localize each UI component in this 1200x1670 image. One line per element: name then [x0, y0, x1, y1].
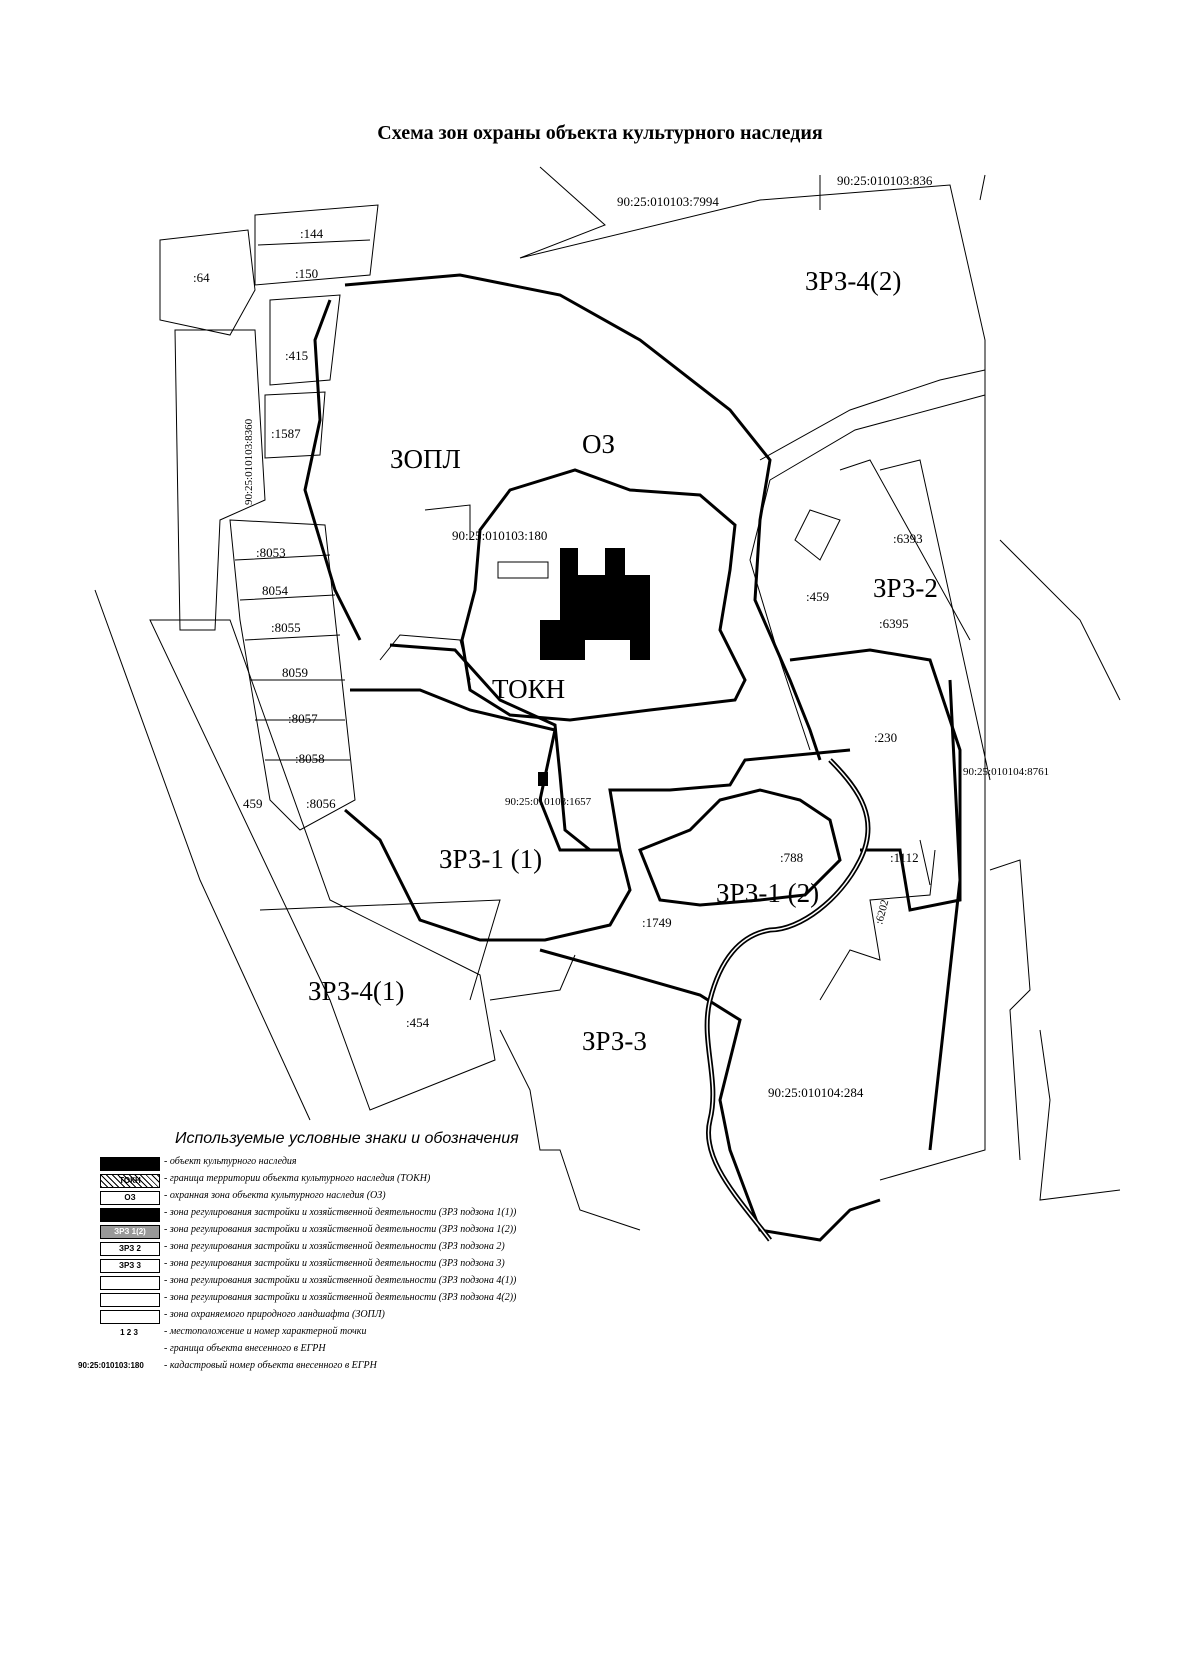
zone-boundary-zrz1-outer	[345, 690, 630, 940]
zone-label-zrz-3: ЗРЗ-3	[582, 1026, 647, 1056]
legend-item	[80, 1257, 780, 1273]
parcel-label: :230	[874, 730, 898, 745]
parcel-label: :459	[806, 589, 830, 604]
parcel-boundary	[265, 392, 325, 458]
parcel-label: 90:25:010103:8360	[243, 418, 255, 505]
parcel-label: :8056	[306, 796, 336, 811]
legend-item	[80, 1172, 780, 1188]
parcel-label: :8058	[295, 751, 325, 766]
legend-item-label: - граница объекта внесенного в ЕГРН	[164, 1343, 326, 1354]
parcel-label: :454	[406, 1015, 430, 1030]
legend-item-label: - зона регулирования застройки и хозяйственной деятельности (ЗРЗ подзона 1(2))	[164, 1224, 517, 1235]
legend-symbol	[100, 1208, 160, 1222]
legend-symbol	[100, 1157, 160, 1171]
zone-label-tokn: ТОКН	[492, 674, 566, 704]
parcel-label: :64	[193, 270, 210, 285]
parcel-label: 8059	[282, 665, 308, 680]
parcel-boundary	[1040, 1030, 1120, 1200]
parcel-label: :150	[295, 266, 319, 281]
annex-building	[498, 562, 548, 578]
legend-item-label: - местоположение и номер характерной точки	[164, 1326, 367, 1337]
parcel-boundary	[990, 860, 1030, 1160]
parcel-label: 90:25:010104:284	[768, 1085, 864, 1100]
legend-symbol	[100, 1310, 160, 1324]
legend-symbol: 1 2 3	[100, 1327, 158, 1339]
zone-label-zrz-1-1: ЗРЗ-1 (1)	[439, 844, 543, 874]
parcel-boundary	[795, 510, 840, 560]
parcel-label: :8055	[271, 620, 301, 635]
map-title: Схема зон охраны объекта культурного наследия	[377, 122, 823, 144]
parcel-label: :8053	[256, 545, 286, 560]
parcel-label: :6393	[893, 531, 923, 546]
legend-symbol	[100, 1293, 160, 1307]
zone-label-zrz-2: ЗРЗ-2	[873, 573, 938, 603]
zone-label-oz: ОЗ	[582, 429, 616, 459]
legend-item-label: - граница территории объекта культурного наследия (ТОКН)	[164, 1173, 431, 1184]
legend-item-label: - кадастровый номер объекта внесенного в ЕГРН	[164, 1360, 377, 1371]
parcel-boundary	[840, 460, 970, 640]
parcel-label: :6395	[879, 616, 909, 631]
legend-item-label: - зона регулирования застройки и хозяйственной деятельности (ЗРЗ подзона 2)	[164, 1241, 505, 1252]
zone-label-zopl: ЗОПЛ	[390, 444, 461, 474]
legend-item	[80, 1291, 780, 1307]
parcel-label: :415	[285, 348, 309, 363]
zone-boundary-zrz2	[790, 650, 960, 910]
zone-boundary-east	[930, 680, 960, 1150]
parcel-boundary	[920, 840, 930, 885]
legend-symbol: ЗРЗ 3	[100, 1259, 160, 1273]
road	[770, 395, 985, 480]
parcel-label: 8054	[262, 583, 288, 598]
legend-symbol: ЗРЗ 1(2)	[100, 1225, 160, 1239]
legend-symbol: ЗРЗ 2	[100, 1242, 160, 1256]
parcel-label: 90:25:010103:1657	[505, 796, 592, 808]
legend-symbol: ОЗ	[100, 1191, 160, 1205]
legend-item	[80, 1240, 780, 1256]
zone-label-zrz-1-2: ЗРЗ-1 (2)	[716, 878, 820, 908]
parcel-label: :8057	[288, 711, 318, 726]
legend-item	[80, 1308, 780, 1324]
legend-item-label: - охранная зона объекта культурного наследия (ОЗ)	[164, 1190, 386, 1201]
parcel-label: 90:25:010103:836	[837, 173, 933, 188]
parcel-label: :1749	[642, 915, 672, 930]
parcel-label: :144	[300, 226, 324, 241]
parcel-label: 459	[243, 796, 263, 811]
parcel-boundary	[380, 635, 470, 680]
legend-item-label: - зона регулирования застройки и хозяйственной деятельности (ЗРЗ подзона 4(2))	[164, 1292, 517, 1303]
legend-item-label: - зона регулирования застройки и хозяйственной деятельности (ЗРЗ подзона 4(1))	[164, 1275, 517, 1286]
legend-item-label: - объект культурного наследия	[164, 1156, 297, 1167]
parcel-boundary	[820, 850, 935, 1000]
parcel-label: 90:25:010103:180	[452, 528, 548, 543]
zone-label-zrz-4-2: ЗРЗ-4(2)	[805, 266, 902, 296]
parcel-marker	[538, 772, 548, 786]
parcel-boundary	[270, 295, 340, 385]
legend-item-label: - зона регулирования застройки и хозяйственной деятельности (ЗРЗ подзона 3)	[164, 1258, 505, 1269]
zone-boundary-zopl	[345, 275, 820, 760]
parcel-boundary	[490, 955, 575, 1000]
parcel-label: 90:25:010104:8761	[963, 766, 1050, 778]
legend-title: Используемые условные знаки и обозначения	[175, 1130, 519, 1147]
legend-item	[80, 1223, 780, 1239]
parcel-label: 90:25:010103:7994	[617, 194, 719, 209]
parcel-label: :788	[780, 850, 804, 865]
legend-item-label: - зона охраняемого природного ландшафта (ЗОПЛ)	[164, 1309, 385, 1320]
legend-item	[80, 1274, 780, 1290]
legend-item	[80, 1155, 780, 1171]
parcel-boundary	[95, 590, 310, 1120]
parcel-label: :6202	[873, 898, 892, 926]
parcel-boundary	[1000, 540, 1120, 700]
zone-boundary-zopl-west	[305, 300, 360, 640]
heritage-object	[540, 548, 650, 660]
legend-symbol	[100, 1276, 160, 1290]
parcel-label: :1112	[890, 850, 919, 865]
legend-cadastral-code: 90:25:010103:180	[78, 1361, 144, 1370]
parcel-label: :1587	[271, 426, 301, 441]
legend-item	[80, 1325, 780, 1341]
legend-item	[80, 1342, 780, 1358]
legend-symbol: ТОКН	[100, 1174, 160, 1188]
legend-item-label: - зона регулирования застройки и хозяйственной деятельности (ЗРЗ подзона 1(1))	[164, 1207, 517, 1218]
legend-item	[80, 1359, 780, 1375]
zone-label-zrz-4-1: ЗРЗ-4(1)	[308, 976, 405, 1006]
zone-boundary-zrz1	[390, 645, 850, 850]
road	[760, 370, 985, 460]
legend-item	[80, 1189, 780, 1205]
legend-item	[80, 1206, 780, 1222]
